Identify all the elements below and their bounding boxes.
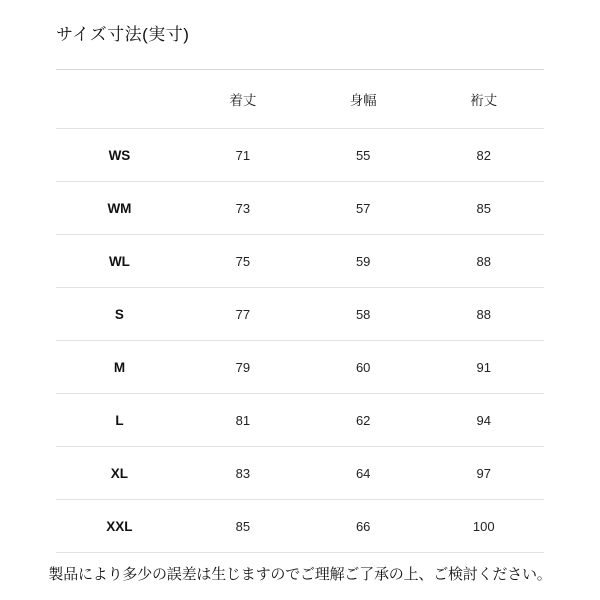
cell-width: 62 [303, 394, 424, 447]
row-size-label: L [56, 394, 183, 447]
cell-length: 75 [183, 235, 303, 288]
table-row [56, 235, 544, 288]
size-table [56, 70, 544, 553]
row-size-label: S [56, 288, 183, 341]
cell-width: 58 [303, 288, 424, 341]
row-size-label: WS [56, 129, 183, 182]
row-size-label: XXL [56, 500, 183, 553]
table-header [56, 70, 544, 129]
cell-width: 57 [303, 182, 424, 235]
cell-sleeve: 88 [423, 235, 544, 288]
cell-width: 60 [303, 341, 424, 394]
table-row [56, 447, 544, 500]
cell-length: 81 [183, 394, 303, 447]
table-row [56, 129, 544, 182]
row-size-label: WL [56, 235, 183, 288]
column-header-width: 身幅 [303, 70, 424, 129]
table-row [56, 394, 544, 447]
cell-sleeve: 82 [423, 129, 544, 182]
cell-length: 79 [183, 341, 303, 394]
cell-width: 55 [303, 129, 424, 182]
cell-length: 83 [183, 447, 303, 500]
table-body [56, 129, 544, 553]
cell-length: 71 [183, 129, 303, 182]
table-row [56, 288, 544, 341]
column-header-length: 着丈 [183, 70, 303, 129]
cell-sleeve: 97 [423, 447, 544, 500]
size-table-container [56, 69, 544, 553]
column-header-sleeve: 裄丈 [423, 70, 544, 129]
table-corner-cell [56, 70, 183, 129]
cell-length: 73 [183, 182, 303, 235]
cell-width: 64 [303, 447, 424, 500]
table-row [56, 341, 544, 394]
cell-sleeve: 94 [423, 394, 544, 447]
cell-width: 66 [303, 500, 424, 553]
row-size-label: XL [56, 447, 183, 500]
cell-length: 85 [183, 500, 303, 553]
cell-sleeve: 100 [423, 500, 544, 553]
cell-length: 77 [183, 288, 303, 341]
table-row [56, 182, 544, 235]
disclaimer-note: 製品により多少の誤差は生じますのでご理解ご了承の上、ご検討ください。 [48, 566, 552, 583]
row-size-label: WM [56, 182, 183, 235]
table-header-row [56, 70, 544, 129]
cell-sleeve: 88 [423, 288, 544, 341]
row-size-label: M [56, 341, 183, 394]
cell-sleeve: 85 [423, 182, 544, 235]
cell-sleeve: 91 [423, 341, 544, 394]
table-row [56, 500, 544, 553]
page-title: サイズ寸法(実寸) [56, 25, 190, 44]
cell-width: 59 [303, 235, 424, 288]
